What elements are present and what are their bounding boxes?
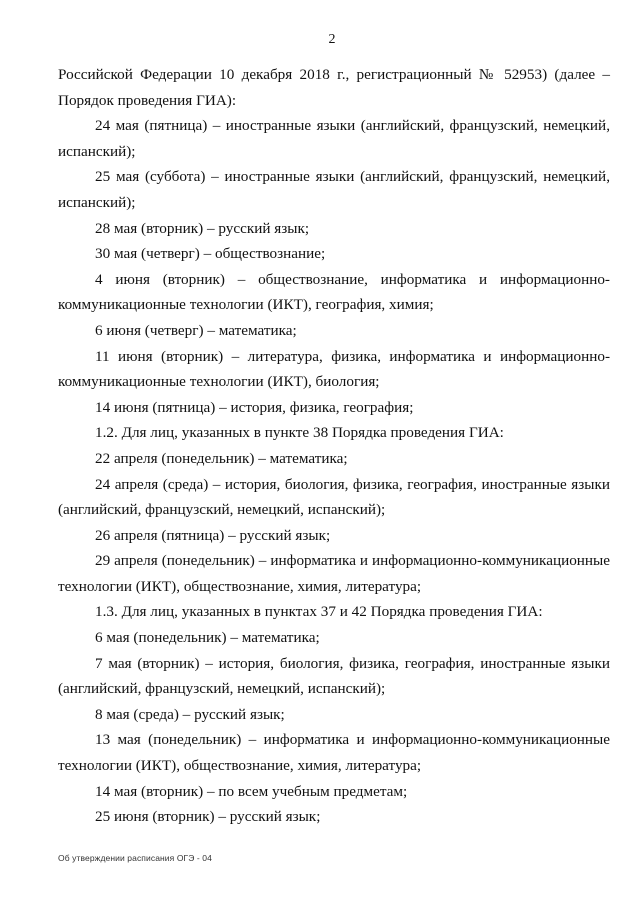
section-heading: 1.3. Для лиц, указанных в пунктах 37 и 42 Порядка проведения ГИА: bbox=[95, 603, 543, 621]
document-footer: Об утверждении расписания ОГЭ - 04 bbox=[58, 853, 212, 863]
paragraph: Российской Федерации 10 декабря 2018 г., регистрационный № 52953) (далее – Порядок проведения ГИА): bbox=[58, 66, 610, 109]
paragraph: 25 мая (суббота) – иностранные языки (английский, французский, немецкий, испанский); bbox=[58, 168, 610, 211]
paragraph: 29 апреля (понедельник) – информатика и информационно-коммуникационные технологии (ИКТ), обществознание, химия, литература; bbox=[58, 552, 610, 595]
paragraph: 24 апреля (среда) – история, биология, физика, география, иностранные языки (английский, французский, немецкий, испанский); bbox=[58, 475, 610, 519]
paragraph: 8 мая (среда) – русский язык; bbox=[95, 705, 285, 723]
document-body bbox=[58, 62, 610, 830]
paragraph: 4 июня (вторник) – обществознание, информатика и информационно-коммуникационные технологии (ИКТ), география, химия; bbox=[58, 270, 610, 314]
paragraph: 26 апреля (пятница) – русский язык; bbox=[95, 526, 331, 544]
paragraph: 6 июня (четверг) – математика; bbox=[95, 321, 297, 339]
paragraph: 14 мая (вторник) – по всем учебным предметам; bbox=[95, 782, 408, 800]
paragraph: 25 июня (вторник) – русский язык; bbox=[95, 808, 321, 826]
paragraph: 6 мая (понедельник) – математика; bbox=[95, 629, 320, 647]
paragraph: 13 мая (понедельник) – информатика и информационно-коммуникационные технологии (ИКТ), обществознание, химия, литература; bbox=[58, 731, 610, 775]
section-heading: 1.2. Для лиц, указанных в пункте 38 Порядка проведения ГИА: bbox=[95, 424, 504, 442]
page-number: 2 bbox=[328, 32, 336, 47]
paragraph: 14 июня (пятница) – история, физика, география; bbox=[95, 398, 414, 416]
paragraph: 7 мая (вторник) – история, биология, физика, география, иностранные языки (английский, французский, немецкий, испанский); bbox=[58, 654, 610, 698]
paragraph: 22 апреля (понедельник) – математика; bbox=[95, 449, 348, 467]
paragraph: 30 мая (четверг) – обществознание; bbox=[95, 245, 326, 263]
paragraph: 24 мая (пятница) – иностранные языки (английский, французский, немецкий, испанский); bbox=[58, 117, 610, 160]
paragraph: 11 июня (вторник) – литература, физика, информатика и информационно-коммуникационные технологии (ИКТ), биология; bbox=[58, 347, 610, 391]
paragraph: 28 мая (вторник) – русский язык; bbox=[95, 219, 310, 237]
